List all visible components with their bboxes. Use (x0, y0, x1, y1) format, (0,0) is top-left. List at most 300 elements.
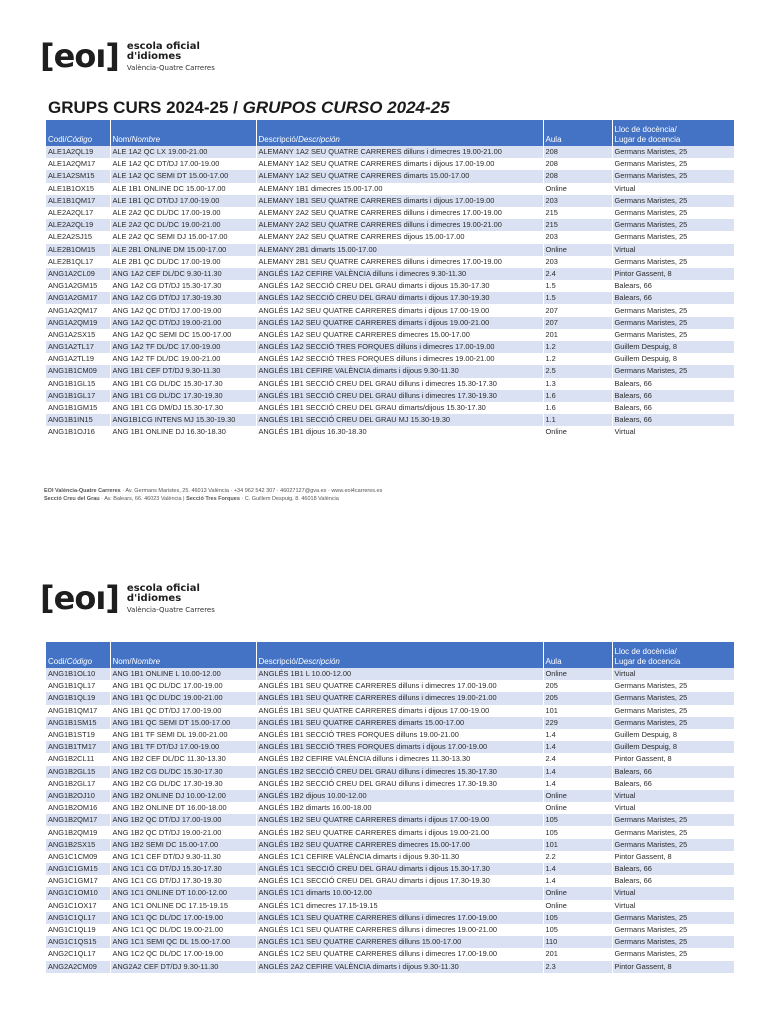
table-row (46, 244, 734, 256)
cell-description: ANGLÉS 1A2 CEFIRE VALÈNCIA dilluns i dimecres 9.30-11.30 (256, 268, 543, 280)
cell-name: ANG 1A2 QC DT/DJ 19.00-21.00 (110, 317, 256, 329)
cell-location: Germans Maristes, 25 (612, 924, 734, 936)
cell-code: ANG1B1GL15 (46, 378, 110, 390)
cell-location: Germans Maristes, 25 (612, 948, 734, 960)
cell-aula: 2.5 (543, 365, 612, 377)
cell-code: ALE1B1OX15 (46, 183, 110, 195)
cell-code: ANG1C1OM10 (46, 887, 110, 899)
cell-description: ANGLÉS 1A2 SECCIÓ CREU DEL GRAU dimarts i dijous 17.30-19.30 (256, 292, 543, 304)
cell-location: Germans Maristes, 25 (612, 231, 734, 243)
logo-mark: [eoı] (40, 37, 119, 75)
cell-code: ALE2A2QL19 (46, 219, 110, 231)
logo-text (127, 42, 215, 73)
cell-description: ALEMANY 2B1 SEU QUATRE CARRERES dilluns i dimecres 17.00-19.00 (256, 256, 543, 268)
cell-aula: 208 (543, 170, 612, 182)
cell-aula: 208 (543, 158, 612, 170)
cell-aula: 1.1 (543, 414, 612, 426)
cell-aula: 207 (543, 304, 612, 316)
cell-name: ANG 1B1 QC DL/DC 17.00-19.00 (110, 680, 256, 692)
cell-description: ANGLÉS 1A2 SEU QUATRE CARRERES dimarts i dijous 19.00-21.00 (256, 317, 543, 329)
cell-location: Germans Maristes, 25 (612, 936, 734, 948)
cell-name: ANG 1B2 ONLINE DJ 10.00-12.00 (110, 790, 256, 802)
table-row (46, 900, 734, 912)
cell-description: ANGLÉS 1C1 dimecres 17.15-19.15 (256, 900, 543, 912)
cell-name: ANG 1B1 CG DM/DJ 15.30-17.30 (110, 402, 256, 414)
table-row (46, 231, 734, 243)
cell-name: ANG 1B1 QC DT/DJ 17.00-19.00 (110, 705, 256, 717)
cell-name: ANG 1C1 SEMI QC DL 15.00-17.00 (110, 936, 256, 948)
cell-location: Germans Maristes, 25 (612, 705, 734, 717)
cell-code: ALE1A2QL19 (46, 146, 110, 158)
table-row (46, 936, 734, 948)
cell-description: ANGLÉS 1B2 SECCIÓ CREU DEL GRAU dilluns i dimecres 17.30-19.30 (256, 778, 543, 790)
cell-aula: Online (543, 668, 612, 680)
cell-description: ANGLÉS 1B2 SEU QUATRE CARRERES dimecres 15.00-17.00 (256, 839, 543, 851)
cell-name: ANG 1B2 CG DL/DC 15.30-17.30 (110, 766, 256, 778)
cell-code: ANG1C1CM09 (46, 851, 110, 863)
cell-location: Germans Maristes, 25 (612, 680, 734, 692)
cell-aula: 1.5 (543, 280, 612, 292)
cell-location: Germans Maristes, 25 (612, 170, 734, 182)
cell-code: ANG1B1IN15 (46, 414, 110, 426)
cell-name: ANG 1B2 ONLINE DT 16.00-18.00 (110, 802, 256, 814)
table-row (46, 341, 734, 353)
table-row (46, 195, 734, 207)
cell-code: ALE2B1QL17 (46, 256, 110, 268)
cell-location: Pintor Gassent, 8 (612, 851, 734, 863)
table-row (46, 353, 734, 365)
cell-location: Virtual (612, 790, 734, 802)
cell-aula: 105 (543, 912, 612, 924)
cell-code: ANG1B2SX15 (46, 839, 110, 851)
cell-location: Guillem Despuig, 8 (612, 353, 734, 365)
cell-aula: Online (543, 887, 612, 899)
cell-name: ANG 1B1 TF SEMI DL 19.00-21.00 (110, 729, 256, 741)
table-row (46, 961, 734, 973)
cell-code: ALE2A2QL17 (46, 207, 110, 219)
cell-code: ALE2A2SJ15 (46, 231, 110, 243)
cell-name: ANG 1C2 QC DL/DC 17.00-19.00 (110, 948, 256, 960)
cell-name: ANG 1A2 QC DT/DJ 17.00-19.00 (110, 304, 256, 316)
cell-code: ANG1B1QL19 (46, 692, 110, 704)
cell-location: Balears, 66 (612, 766, 734, 778)
cell-description: ANGLÉS 1C1 dimarts 10.00-12.00 (256, 887, 543, 899)
cell-description: ALEMANY 1A2 SEU QUATRE CARRERES dimarts 15.00-17.00 (256, 170, 543, 182)
cell-code: ANG1B1QL17 (46, 680, 110, 692)
table-header-row (46, 642, 734, 668)
logo-line-3: València-Quatre Carreres (126, 606, 215, 614)
cell-aula: Online (543, 802, 612, 814)
cell-location: Germans Maristes, 25 (612, 839, 734, 851)
eoi-logo (40, 37, 215, 75)
table-row (46, 219, 734, 231)
cell-name: ANG 1B1 TF DT/DJ 17.00-19.00 (110, 741, 256, 753)
cell-description: ANGLÉS 1A2 SECCIÓ CREU DEL GRAU dimarts i dijous 15.30-17.30 (256, 280, 543, 292)
cell-aula: 201 (543, 329, 612, 341)
table-row (46, 814, 734, 826)
table-row (46, 851, 734, 863)
cell-description: ANGLÉS 1C1 SEU QUATRE CARRERES dilluns i dimecres 19.00-21.00 (256, 924, 543, 936)
cell-code: ANG1A2GM15 (46, 280, 110, 292)
cell-code: ANG1C1GM17 (46, 875, 110, 887)
header-name: Nom/Nombre (110, 120, 256, 146)
cell-location: Balears, 66 (612, 292, 734, 304)
logo-line-3: València-Quatre Carreres (126, 64, 215, 72)
table-row (46, 256, 734, 268)
cell-code: ANG2C1QL17 (46, 948, 110, 960)
cell-name: ANG 1C1 CEF DT/DJ 9.30-11.30 (110, 851, 256, 863)
cell-name: ANG 1B2 CG DL/DC 17.30-19.30 (110, 778, 256, 790)
cell-name: ALE 2A2 QC DL/DC 19.00-21.00 (110, 219, 256, 231)
cell-description: ANGLÉS 1B1 dijous 16.30-18.30 (256, 426, 543, 438)
cell-description: ANGLÉS 1B1 SECCIÓ TRES FORQUES dimarts i dijous 17.00-19.00 (256, 741, 543, 753)
cell-code: ANG1B1OJ16 (46, 426, 110, 438)
cell-aula: 1.6 (543, 390, 612, 402)
cell-description: ANGLÉS 1C2 SEU QUATRE CARRERES dilluns i dimecres 17.00-19.00 (256, 948, 543, 960)
cell-aula: 1.5 (543, 292, 612, 304)
cell-aula: 2.4 (543, 268, 612, 280)
cell-name: ANG 1C1 QC DL/DC 17.00-19.00 (110, 912, 256, 924)
cell-location: Pintor Gassent, 8 (612, 961, 734, 973)
cell-description: ALEMANY 2A2 SEU QUATRE CARRERES dilluns i dimecres 17.00-19.00 (256, 207, 543, 219)
table-row (46, 790, 734, 802)
cell-description: ANGLÉS 1B2 dimarts 16.00-18.00 (256, 802, 543, 814)
cell-code: ANG1C1OX17 (46, 900, 110, 912)
cell-description: ANGLÉS 1B1 SEU QUATRE CARRERES dimarts 15.00-17.00 (256, 717, 543, 729)
cell-code: ANG1B1OL10 (46, 668, 110, 680)
table-row (46, 778, 734, 790)
cell-location: Germans Maristes, 25 (612, 717, 734, 729)
cell-code: ANG1B1ST19 (46, 729, 110, 741)
cell-aula: 1.3 (543, 378, 612, 390)
cell-location: Virtual (612, 802, 734, 814)
cell-aula: 105 (543, 814, 612, 826)
cell-description: ANGLÉS 1B1 SECCIÓ CREU DEL GRAU dilluns i dimecres 15.30-17.30 (256, 378, 543, 390)
cell-location: Germans Maristes, 25 (612, 158, 734, 170)
cell-description: ANGLÉS 1B2 dijous 10.00-12.00 (256, 790, 543, 802)
cell-location: Virtual (612, 900, 734, 912)
cell-aula: 1.4 (543, 741, 612, 753)
cell-aula: Online (543, 900, 612, 912)
logo-line-2: d'idiomes (126, 593, 182, 604)
header-code: Codi/Código (46, 120, 110, 146)
cell-aula: 1.4 (543, 863, 612, 875)
cell-location: Germans Maristes, 25 (612, 195, 734, 207)
cell-code: ANG1A2SX15 (46, 329, 110, 341)
logo-line-2: d'idiomes (126, 51, 182, 62)
cell-location: Virtual (612, 183, 734, 195)
cell-description: ANGLÉS 1B2 CEFIRE VALÈNCIA dilluns i dimecres 11.30-13.30 (256, 753, 543, 765)
logo-mark: [eoı] (40, 579, 119, 617)
cell-aula: Online (543, 183, 612, 195)
cell-description: ALEMANY 1B1 dimecres 15.00-17.00 (256, 183, 543, 195)
cell-aula: 203 (543, 231, 612, 243)
cell-aula: 203 (543, 256, 612, 268)
table-row (46, 304, 734, 316)
table-row (46, 170, 734, 182)
header-location: Lloc de docència/ Lugar de docencia (612, 642, 734, 668)
cell-location: Germans Maristes, 25 (612, 912, 734, 924)
cell-aula: 1.6 (543, 402, 612, 414)
cell-name: ANG 1C1 ONLINE DC 17.15-19.15 (110, 900, 256, 912)
table-row (46, 365, 734, 377)
cell-description: ANGLÉS 1B1 SEU QUATRE CARRERES dimarts i dijous 17.00-19.00 (256, 705, 543, 717)
cell-code: ANG1B2OM16 (46, 802, 110, 814)
cell-aula: 1.4 (543, 766, 612, 778)
cell-name: ALE 1A2 QC DT/DJ 17.00-19.00 (110, 158, 256, 170)
cell-description: ANGLÉS 1B2 SECCIÓ CREU DEL GRAU dilluns i dimecres 15.30-17.30 (256, 766, 543, 778)
page-title (48, 98, 450, 118)
cell-name: ANG 1A2 TF DL/DC 19.00-21.00 (110, 353, 256, 365)
table-row (46, 741, 734, 753)
cell-aula: 207 (543, 317, 612, 329)
cell-code: ANG1B1GL17 (46, 390, 110, 402)
title-main: GRUPS CURS 2024-25 / (48, 98, 243, 117)
cell-aula: 2.4 (543, 753, 612, 765)
header-description: Descripció/Descripción (256, 642, 543, 668)
cell-code: ANG1B1TM17 (46, 741, 110, 753)
cell-code: ANG1B2QM19 (46, 826, 110, 838)
cell-name: ANG 1C1 CG DT/DJ 15.30-17.30 (110, 863, 256, 875)
header-aula: Aula (543, 120, 612, 146)
cell-description: ALEMANY 1A2 SEU QUATRE CARRERES dimarts i dijous 17.00-19.00 (256, 158, 543, 170)
cell-name: ALE 2A2 QC SEMI DJ 15.00-17.00 (110, 231, 256, 243)
logo-text (127, 584, 215, 615)
cell-aula: 1.4 (543, 729, 612, 741)
cell-location: Germans Maristes, 25 (612, 219, 734, 231)
cell-location: Guillem Despuig, 8 (612, 729, 734, 741)
cell-description: ANGLÉS 1B1 SECCIÓ CREU DEL GRAU dilluns i dimecres 17.30-19.30 (256, 390, 543, 402)
header-name: Nom/Nombre (110, 642, 256, 668)
cell-code: ALE1A2SM15 (46, 170, 110, 182)
cell-name: ANG 1C1 ONLINE DT 10.00-12.00 (110, 887, 256, 899)
cell-name: ANG 1B2 QC DT/DJ 17.00-19.00 (110, 814, 256, 826)
table-row (46, 146, 734, 158)
cell-aula: 215 (543, 219, 612, 231)
cell-aula: 229 (543, 717, 612, 729)
table-row (46, 268, 734, 280)
cell-code: ANG1B1GM15 (46, 402, 110, 414)
cell-description: ANGLÉS 1B1 SEU QUATRE CARRERES dilluns i dimecres 17.00-19.00 (256, 680, 543, 692)
table-row (46, 402, 734, 414)
table-row (46, 948, 734, 960)
cell-location: Virtual (612, 668, 734, 680)
cell-location: Germans Maristes, 25 (612, 692, 734, 704)
logo-line-1: escola oficial (126, 41, 200, 52)
table-header-row (46, 120, 734, 146)
cell-aula: 205 (543, 680, 612, 692)
cell-description: ANGLÉS 1B2 SEU QUATRE CARRERES dimarts i dijous 17.00-19.00 (256, 814, 543, 826)
table-row (46, 692, 734, 704)
cell-name: ANG 1B2 SEMI DC 15.00-17.00 (110, 839, 256, 851)
cell-description: ANGLÉS 1A2 SECCIÓ TRES FORQUES dilluns i dimecres 19.00-21.00 (256, 353, 543, 365)
cell-aula: Online (543, 790, 612, 802)
cell-location: Virtual (612, 244, 734, 256)
cell-code: ANG1B2QM17 (46, 814, 110, 826)
cell-description: ANGLÉS 1C1 SEU QUATRE CARRERES dilluns i dimecres 17.00-19.00 (256, 912, 543, 924)
cell-name: ANG1B1CG INTENS MJ 15.30-19.30 (110, 414, 256, 426)
cell-aula: 215 (543, 207, 612, 219)
table-row (46, 887, 734, 899)
cell-name: ALE 2B1 QC DL/DC 17.00-19.00 (110, 256, 256, 268)
cell-name: ANG 1A2 CG DT/DJ 17.30-19.30 (110, 292, 256, 304)
table-row (46, 292, 734, 304)
cell-name: ANG 1B1 CG DL/DC 15.30-17.30 (110, 378, 256, 390)
cell-code: ANG1A2CL09 (46, 268, 110, 280)
cell-location: Germans Maristes, 25 (612, 317, 734, 329)
cell-code: ANG1B1CM09 (46, 365, 110, 377)
cell-location: Germans Maristes, 25 (612, 256, 734, 268)
cell-description: ANGLÉS 1B1 SECCIÓ CREU DEL GRAU dimarts/dijous 15.30-17.30 (256, 402, 543, 414)
cell-description: ANGLÉS 1B1 L 10.00-12.00 (256, 668, 543, 680)
cell-aula: 1.4 (543, 778, 612, 790)
groups-table-1 (46, 120, 735, 439)
cell-name: ANG 1C1 CG DT/DJ 17.30-19.30 (110, 875, 256, 887)
cell-location: Pintor Gassent, 8 (612, 268, 734, 280)
table-row (46, 729, 734, 741)
cell-description: ALEMANY 1A2 SEU QUATRE CARRERES dilluns i dimecres 19.00-21.00 (256, 146, 543, 158)
cell-name: ANG2A2 CEF DT/DJ 9.30-11.30 (110, 961, 256, 973)
cell-code: ANG1A2TL19 (46, 353, 110, 365)
cell-location: Balears, 66 (612, 414, 734, 426)
header-location: Lloc de docència/ Lugar de docencia (612, 120, 734, 146)
cell-name: ALE 1A2 QC LX 19.00-21.00 (110, 146, 256, 158)
cell-description: ANGLÉS 1C1 CEFIRE VALÈNCIA dimarts i dijous 9.30-11.30 (256, 851, 543, 863)
table-row (46, 753, 734, 765)
cell-aula: 208 (543, 146, 612, 158)
cell-code: ANG1C1QS15 (46, 936, 110, 948)
cell-aula: 1.2 (543, 341, 612, 353)
table-row (46, 839, 734, 851)
cell-name: ANG 1B1 QC DL/DC 19.00-21.00 (110, 692, 256, 704)
cell-name: ANG 1A2 CEF DL/DC 9.30-11.30 (110, 268, 256, 280)
cell-location: Germans Maristes, 25 (612, 304, 734, 316)
cell-location: Balears, 66 (612, 778, 734, 790)
cell-aula: 2.2 (543, 851, 612, 863)
cell-name: ANG 1B2 QC DT/DJ 19.00-21.00 (110, 826, 256, 838)
cell-code: ALE1A2QM17 (46, 158, 110, 170)
cell-code: ANG1B2OJ10 (46, 790, 110, 802)
cell-description: ALEMANY 2A2 SEU QUATRE CARRERES dilluns i dimecres 19.00-21.00 (256, 219, 543, 231)
cell-aula: 110 (543, 936, 612, 948)
cell-aula: 101 (543, 705, 612, 717)
cell-code: ANG1A2GM17 (46, 292, 110, 304)
table-row (46, 158, 734, 170)
table-row (46, 863, 734, 875)
cell-location: Balears, 66 (612, 402, 734, 414)
cell-description: ALEMANY 2A2 SEU QUATRE CARRERES dijous 15.00-17.00 (256, 231, 543, 243)
cell-name: ANG 1B1 CEF DT/DJ 9.30-11.30 (110, 365, 256, 377)
cell-aula: 205 (543, 692, 612, 704)
cell-code: ANG1B2CL11 (46, 753, 110, 765)
cell-location: Balears, 66 (612, 863, 734, 875)
groups-table-2 (46, 642, 735, 973)
cell-location: Virtual (612, 426, 734, 438)
cell-description: ALEMANY 2B1 dimarts 15.00-17.00 (256, 244, 543, 256)
cell-code: ANG1B1SM15 (46, 717, 110, 729)
cell-code: ANG1A2QM17 (46, 304, 110, 316)
table-row (46, 826, 734, 838)
cell-name: ANG 1B1 ONLINE DJ 16.30-18.30 (110, 426, 256, 438)
table-row (46, 426, 734, 438)
cell-description: ANGLÉS 1A2 SEU QUATRE CARRERES dimecres 15.00-17.00 (256, 329, 543, 341)
cell-description: ANGLÉS 1A2 SEU QUATRE CARRERES dimarts i dijous 17.00-19.00 (256, 304, 543, 316)
cell-name: ALE 1B1 ONLINE DC 15.00-17.00 (110, 183, 256, 195)
cell-aula: Online (543, 426, 612, 438)
table-row (46, 317, 734, 329)
table-row (46, 875, 734, 887)
header-aula: Aula (543, 642, 612, 668)
cell-code: ANG1C1GM15 (46, 863, 110, 875)
cell-code: ALE1B1QM17 (46, 195, 110, 207)
header-description: Descripció/Descripción (256, 120, 543, 146)
cell-location: Balears, 66 (612, 875, 734, 887)
cell-code: ANG1C1QL19 (46, 924, 110, 936)
cell-location: Balears, 66 (612, 390, 734, 402)
cell-code: ANG1A2QM19 (46, 317, 110, 329)
cell-description: ANGLÉS 1A2 SECCIÓ TRES FORQUES dilluns i dimecres 17.00-19.00 (256, 341, 543, 353)
cell-name: ANG 1B1 CG DL/DC 17.30-19.30 (110, 390, 256, 402)
cell-name: ALE 1A2 QC SEMI DT 15.00-17.00 (110, 170, 256, 182)
cell-aula: 201 (543, 948, 612, 960)
cell-name: ANG 1A2 CG DT/DJ 15.30-17.30 (110, 280, 256, 292)
cell-description: ALEMANY 1B1 SEU QUATRE CARRERES dimarts i dijous 17.00-19.00 (256, 195, 543, 207)
cell-code: ANG1C1QL17 (46, 912, 110, 924)
cell-location: Germans Maristes, 25 (612, 146, 734, 158)
cell-aula: Online (543, 244, 612, 256)
cell-location: Germans Maristes, 25 (612, 826, 734, 838)
table-row (46, 414, 734, 426)
cell-aula: 101 (543, 839, 612, 851)
table-row (46, 390, 734, 402)
cell-location: Balears, 66 (612, 280, 734, 292)
cell-name: ALE 2A2 QC DL/DC 17.00-19.00 (110, 207, 256, 219)
cell-location: Virtual (612, 887, 734, 899)
cell-name: ANG 1A2 TF DL/DC 17.00-19.00 (110, 341, 256, 353)
table-row (46, 668, 734, 680)
cell-location: Germans Maristes, 25 (612, 365, 734, 377)
cell-name: ANG 1C1 QC DL/DC 19.00-21.00 (110, 924, 256, 936)
cell-description: ANGLÉS 1B1 SECCIÓ CREU DEL GRAU MJ 15.30-19.30 (256, 414, 543, 426)
footer-address: EOI València-Quatre Carreres · Av. Germans Maristes, 25. 46013 València · +34 962 542 307 · 46027127@gva.es · www.eoi4carreres.es Secció Creu del Grau · Av. Balears, 66. 46023 València | Secció Tres Forques · C. Guillem Despuig, 8. 46018 València (44, 488, 383, 502)
cell-location: Germans Maristes, 25 (612, 814, 734, 826)
cell-aula: 1.4 (543, 875, 612, 887)
table-row (46, 280, 734, 292)
cell-code: ANG1B1QM17 (46, 705, 110, 717)
table-row (46, 329, 734, 341)
cell-location: Pintor Gassent, 8 (612, 753, 734, 765)
cell-description: ANGLÉS 1C1 SECCIÓ CREU DEL GRAU dimarts i dijous 17.30-19.30 (256, 875, 543, 887)
cell-aula: 105 (543, 826, 612, 838)
cell-location: Guillem Despuig, 8 (612, 741, 734, 753)
cell-description: ANGLÉS 1B2 SEU QUATRE CARRERES dimarts i dijous 19.00-21.00 (256, 826, 543, 838)
table-row (46, 912, 734, 924)
cell-name: ANG 1B2 CEF DL/DC 11.30-13.30 (110, 753, 256, 765)
cell-description: ANGLÉS 2A2 CEFIRE VALÈNCIA dimarts i dijous 9.30-11.30 (256, 961, 543, 973)
cell-description: ANGLÉS 1B1 SECCIÓ TRES FORQUES dilluns 19.00-21.00 (256, 729, 543, 741)
cell-location: Guillem Despuig, 8 (612, 341, 734, 353)
table-row (46, 183, 734, 195)
cell-description: ANGLÉS 1C1 SECCIÓ CREU DEL GRAU dimarts i dijous 15.30-17.30 (256, 863, 543, 875)
cell-location: Germans Maristes, 25 (612, 329, 734, 341)
logo-line-1: escola oficial (126, 583, 200, 594)
cell-location: Balears, 66 (612, 378, 734, 390)
table-row (46, 680, 734, 692)
cell-aula: 105 (543, 924, 612, 936)
cell-name: ANG 1B1 ONLINE L 10.00-12.00 (110, 668, 256, 680)
cell-name: ANG 1B1 QC SEMI DT 15.00-17.00 (110, 717, 256, 729)
table-row (46, 717, 734, 729)
